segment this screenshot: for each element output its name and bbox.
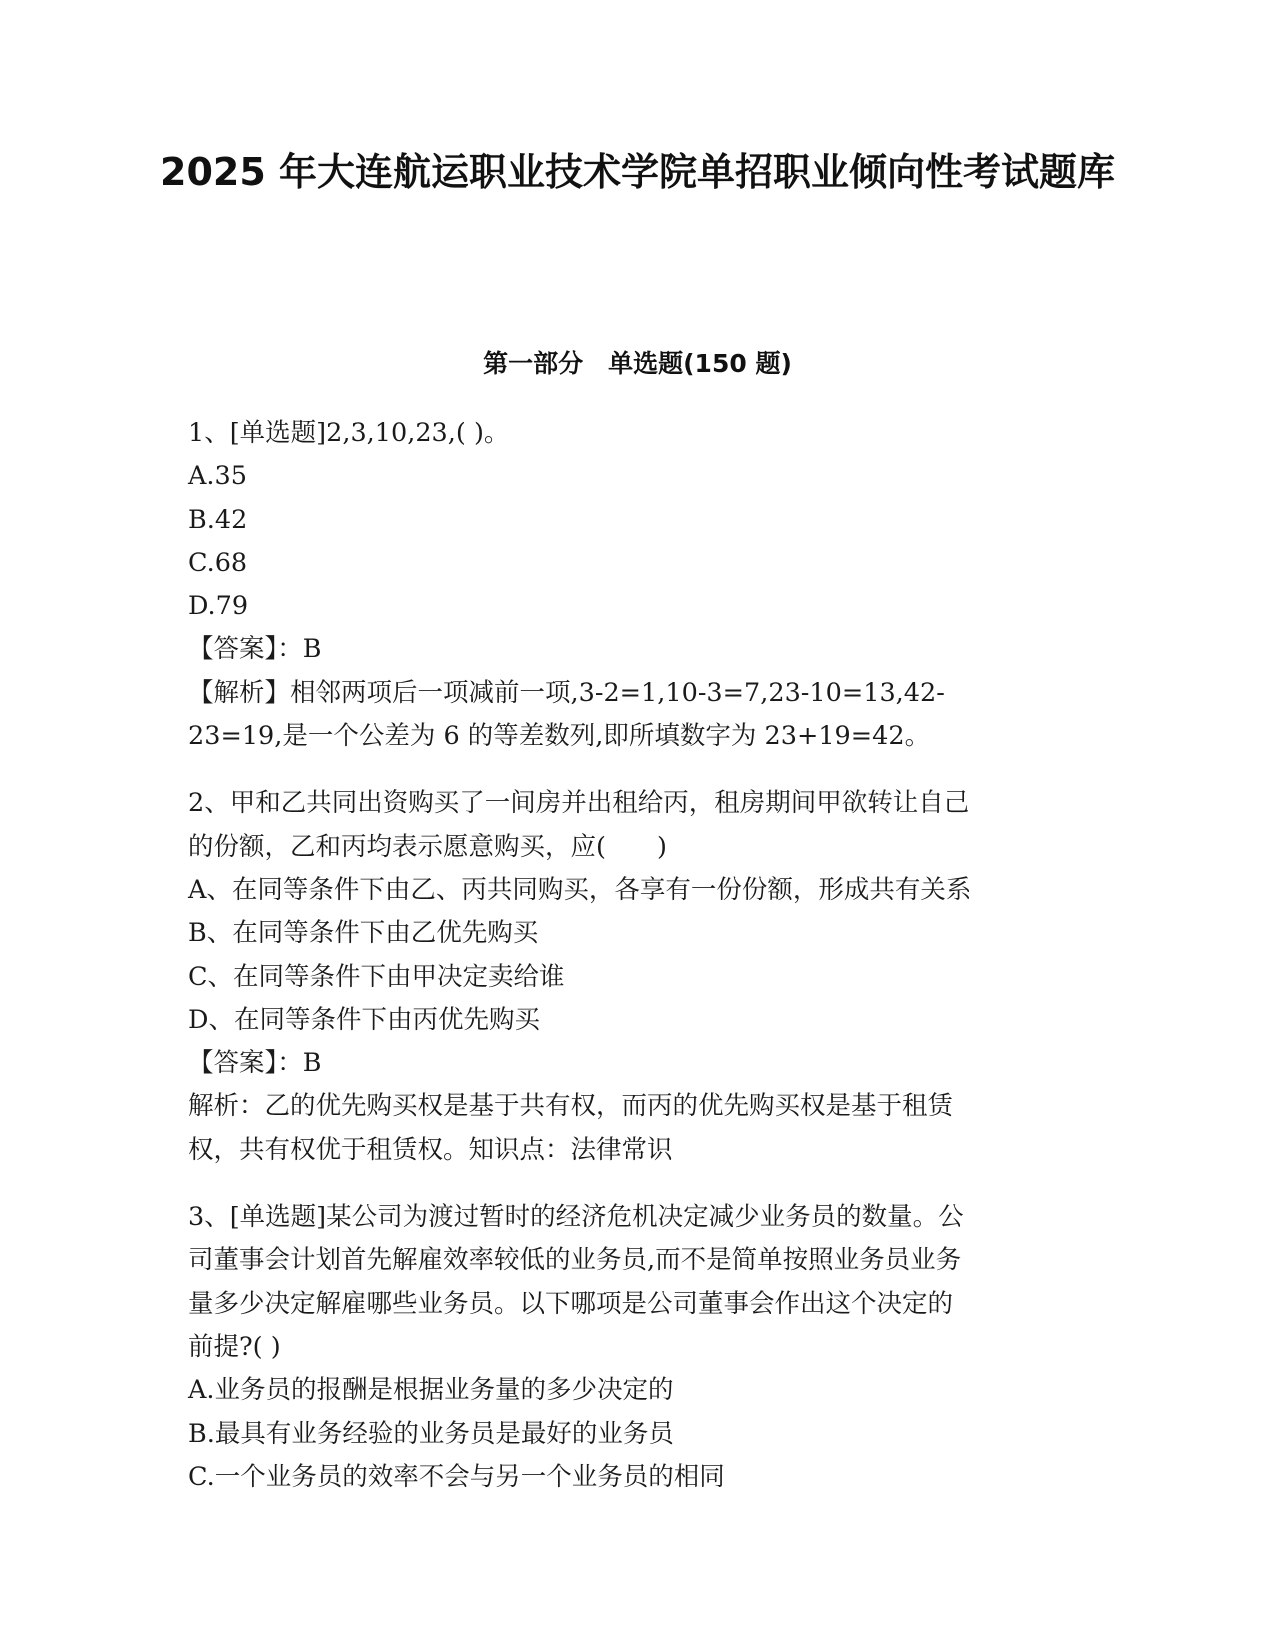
option-b: B、在同等条件下由乙优先购买 bbox=[188, 918, 539, 949]
option-a: A.业务员的报酬是根据业务量的多少决定的 bbox=[188, 1375, 674, 1406]
question-stem-line-4: 前提?( ) bbox=[188, 1331, 281, 1362]
document-title: 2025 年大连航运职业技术学院单招职业倾向性考试题库 bbox=[160, 150, 1115, 194]
option-a: A、在同等条件下由乙、丙共同购买，各享有一份份额，形成共有关系 bbox=[188, 874, 972, 905]
option-b: B.最具有业务经验的业务员是最好的业务员 bbox=[188, 1418, 674, 1449]
option-b: B.42 bbox=[188, 504, 248, 535]
question-spacer bbox=[188, 1172, 1088, 1196]
question-stem: 1、[单选题]2,3,10,23,( )。 bbox=[188, 418, 510, 448]
option-c: C、在同等条件下由甲决定卖给谁 bbox=[188, 961, 565, 992]
question-3 bbox=[188, 1196, 1088, 1499]
option-d: D、在同等条件下由丙优先购买 bbox=[188, 1004, 540, 1035]
analysis-line-2: 23=19,是一个公差为 6 的等差数列,即所填数字为 23+19=42。 bbox=[188, 721, 931, 752]
question-stem-line-1: 3、[单选题]某公司为渡过暂时的经济危机决定减少业务员的数量。公 bbox=[188, 1202, 964, 1233]
answer-line: 【答案】：B bbox=[188, 634, 322, 665]
question-1 bbox=[188, 412, 1088, 758]
analysis-line-1: 解析：乙的优先购买权是基于共有权，而丙的优先购买权是基于租赁 bbox=[188, 1091, 954, 1122]
question-stem-line-1: 2、甲和乙共同出资购买了一间房并出租给丙，租房期间甲欲转让自己 bbox=[188, 788, 970, 819]
option-c: C.一个业务员的效率不会与另一个业务员的相同 bbox=[188, 1461, 725, 1492]
question-stem-line-2: 的份额，乙和丙均表示愿意购买，应( ) bbox=[188, 831, 667, 862]
analysis-line-1: 【解析】相邻两项后一项减前一项,3-2=1,10-3=7,23-10=13,42- bbox=[188, 677, 945, 708]
question-stem-line-3: 量多少决定解雇哪些业务员。以下哪项是公司董事会作出这个决定的 bbox=[188, 1288, 954, 1319]
option-d: D.79 bbox=[188, 591, 249, 622]
option-a: A.35 bbox=[188, 461, 247, 492]
answer-line: 【答案】：B bbox=[188, 1048, 322, 1079]
option-c: C.68 bbox=[188, 547, 248, 578]
question-list bbox=[188, 412, 1088, 1499]
question-spacer bbox=[188, 758, 1088, 782]
section-heading: 第一部分 单选题(150 题) bbox=[483, 349, 792, 378]
question-stem-line-2: 司董事会计划首先解雇效率较低的业务员,而不是简单按照业务员业务 bbox=[188, 1245, 962, 1276]
question-2 bbox=[188, 782, 1088, 1172]
analysis-line-2: 权，共有权优于租赁权。知识点：法律常识 bbox=[188, 1134, 673, 1165]
